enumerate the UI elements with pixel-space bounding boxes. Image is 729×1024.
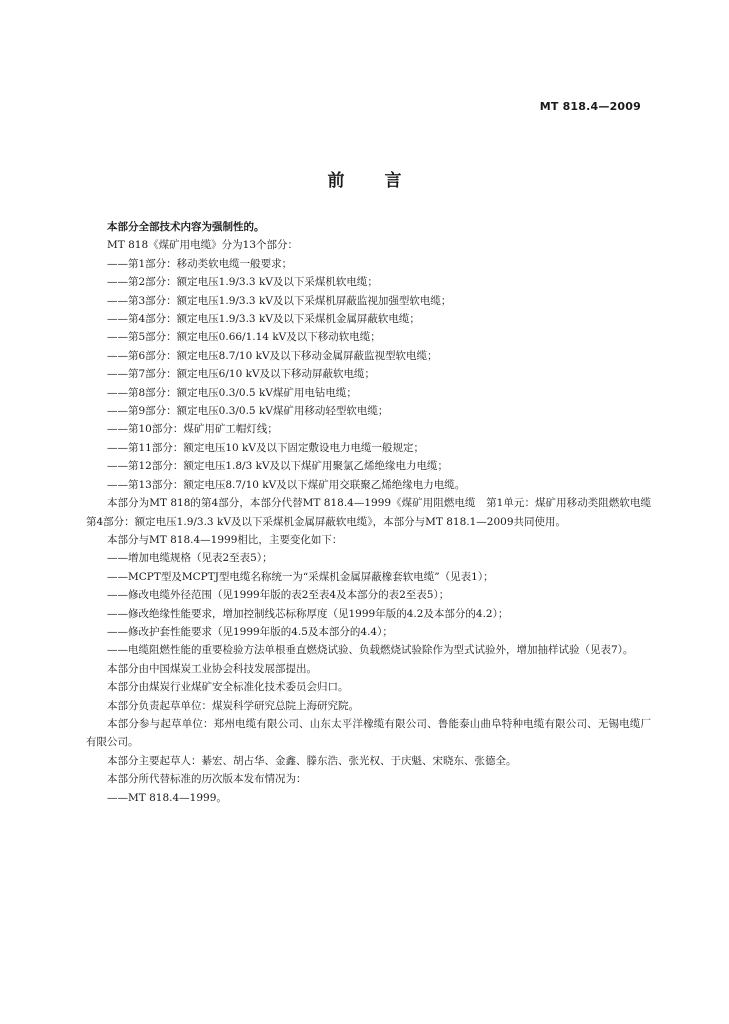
part-list-item: ——第6部分：额定电压8.7/10 kV及以下移动金属屏蔽监视型软电缆； xyxy=(107,349,438,362)
part-list-item: ——第12部分：额定电压1.8/3 kV及以下煤矿用聚氯乙烯绝缘电力电缆； xyxy=(107,460,449,473)
changes-intro: 本部分与MT 818.4—1999相比，主要变化如下： xyxy=(107,533,343,546)
mandatory-statement: 本部分全部技术内容为强制性的。 xyxy=(107,221,265,233)
part-list-item: ——第11部分：额定电压10 kV及以下固定敷设电力电缆一般规定； xyxy=(107,441,425,454)
part-list-item: ——第1部分：移动类软电缆一般要求； xyxy=(107,257,293,270)
drafting-unit-paragraph: 本部分负责起草单位：煤炭科学研究总院上海研究院。 xyxy=(107,699,359,712)
part-list-item: ——第8部分：额定电压0.3/0.5 kV煤矿用电钻电缆； xyxy=(107,386,357,399)
part-list-item: ——第2部分：额定电压1.9/3.3 kV及以下采煤机软电缆； xyxy=(107,276,378,289)
part-list-item: ——第9部分：额定电压0.3/0.5 kV煤矿用移动轻型软电缆； xyxy=(107,405,389,418)
change-list-item: ——MCPT型及MCPTJ型电缆名称统一为“采煤机金属屏蔽橡套软电缆”（见表1）； xyxy=(107,570,494,583)
history-list-item: ——MT 818.4—1999。 xyxy=(107,791,227,804)
part-list-item: ——第10部分：煤矿用矿工帽灯线； xyxy=(107,423,278,436)
replacement-paragraph: 本部分为MT 818的第4部分，本部分代替MT 818.4—1999《煤矿用阻燃电缆 第1单元：煤矿用移动类阻燃软电缆 第4部分：额定电压1.9/3.3 kV及以下采煤机金属屏蔽软电缆》，本部分与MT 818.1—2009共同使用。 xyxy=(86,497,662,528)
drafters-paragraph: 本部分主要起草人：綦宏、胡占华、金鑫、滕东浩、张光权、于庆魁、宋晓东、张德全。 xyxy=(107,754,517,767)
proposer-paragraph: 本部分由中国煤炭工业协会科技发展部提出。 xyxy=(107,662,317,675)
part-list-item: ——第4部分：额定电压1.9/3.3 kV及以下采煤机金属屏蔽软电缆； xyxy=(107,313,420,326)
part-list-item: ——第5部分：额定电压0.66/1.14 kV及以下移动软电缆； xyxy=(107,331,381,344)
part-list-item: ——第3部分：额定电压1.9/3.3 kV及以下采煤机屏蔽监视加强型软电缆； xyxy=(107,294,452,307)
change-list-item: ——增加电缆规格（见表2至表5）； xyxy=(107,552,273,565)
page-title: 前言 xyxy=(327,171,442,191)
part-list-item: ——第7部分：额定电压6/10 kV及以下移动屏蔽软电缆； xyxy=(107,368,376,381)
parts-intro: MT 818《煤矿用电缆》分为13个部分： xyxy=(107,239,298,252)
change-list-item: ——修改电缆外径范围（见1999年版的表2至表4及本部分的表2至表5）； xyxy=(107,589,450,602)
participating-units-paragraph: 本部分参与起草单位：郑州电缆有限公司、山东太平洋橡缆有限公司、鲁能泰山曲阜特种电缆有限公司、无锡电缆厂有限公司。 xyxy=(86,717,651,749)
change-list-item: ——修改护套性能要求（见1999年版的4.5及本部分的4.4）； xyxy=(107,625,393,638)
change-list-item: ——修改绝缘性能要求，增加控制线芯标称厚度（见1999年版的4.2及本部分的4.2）； xyxy=(107,607,509,620)
foreword-body xyxy=(86,218,662,807)
committee-paragraph: 本部分由煤炭行业煤矿安全标准化技术委员会归口。 xyxy=(107,681,349,694)
part-list-item: ——第13部分：额定电压8.7/10 kV及以下煤矿用交联聚乙烯绝缘电力电缆。 xyxy=(107,478,466,491)
document-code: MT 818.4—2009 xyxy=(539,100,641,113)
history-intro: 本部分所代替标准的历次版本发布情况为： xyxy=(107,773,307,786)
change-list-item: ——电缆阻燃性能的重要检验方法单根垂直燃烧试验、负载燃烧试验除作为型式试验外，增加抽样试验（见表7）。 xyxy=(107,644,634,657)
